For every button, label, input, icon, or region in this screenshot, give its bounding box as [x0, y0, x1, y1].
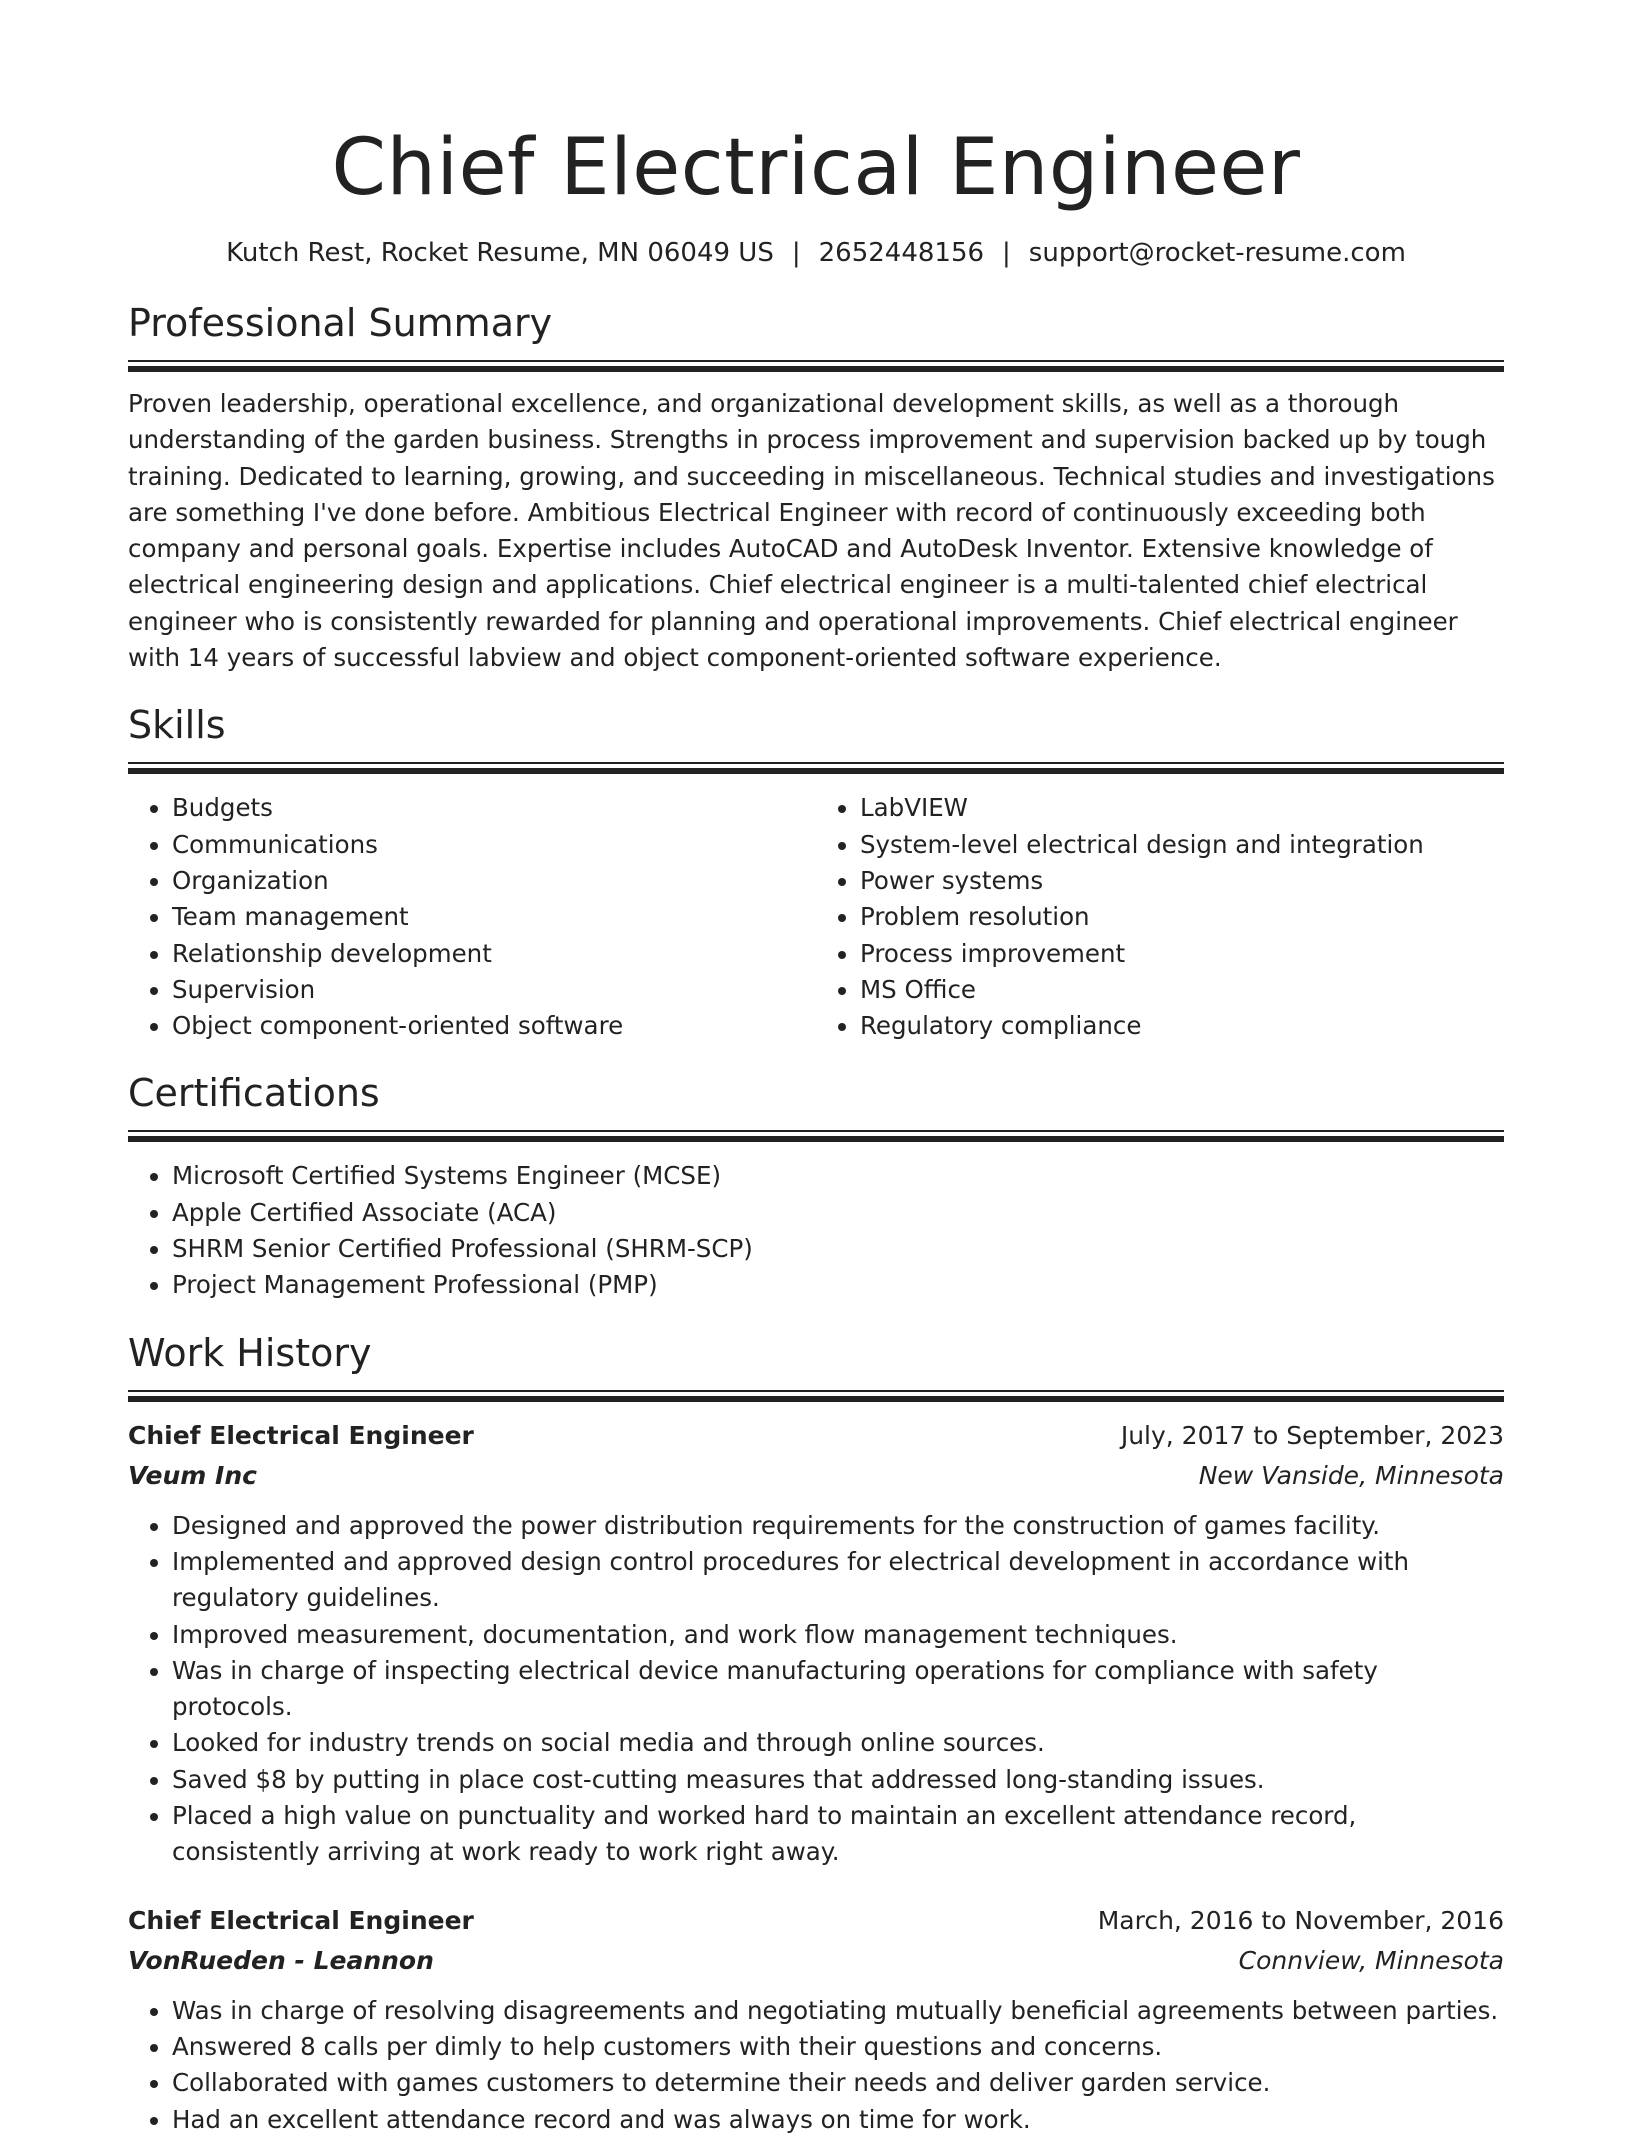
certification-item: • Microsoft Certified Systems Engineer (MCSE) [172, 1158, 1504, 1194]
section-divider [128, 760, 1504, 776]
skill-item: • System-level electrical design and integration [860, 827, 1504, 863]
job-duty: • Implemented and approved design control procedures for electrical development in accordance with regulatory guidelines. [172, 1544, 1504, 1617]
skill-item: • MS Office [860, 972, 1504, 1008]
job-duty: • Answered 8 calls per dimly to help customers with their questions and concerns. [172, 2029, 1504, 2065]
job-dates: March, 2016 to November, 2016 [1097, 1905, 1504, 1935]
certifications-section [128, 1070, 1504, 1303]
job-duty: • Looked for industry trends on social media and through online sources. [172, 1725, 1504, 1761]
job-company: VonRueden - Leannon [128, 1945, 434, 1975]
certifications-heading: Certifications [128, 1071, 380, 1116]
job-entry [128, 1416, 1504, 1871]
skills-columns [128, 790, 1504, 1044]
job-duty: • Was in charge of inspecting electrical device manufacturing operations for compliance with safety protocols. [172, 1653, 1504, 1726]
contact-separator: | [791, 238, 801, 268]
job-subheader [128, 1456, 1504, 1496]
skill-item: • Team management [172, 899, 816, 935]
skill-item: • Regulatory compliance [860, 1008, 1504, 1044]
job-duty: • Placed a high value on punctuality and worked hard to maintain an excellent attendance record, consistently arriving at work ready to work right away. [172, 1798, 1504, 1871]
skill-item: • Power systems [860, 863, 1504, 899]
skill-item: • Relationship development [172, 936, 816, 972]
skill-item: • Problem resolution [860, 899, 1504, 935]
summary-heading: Professional Summary [128, 301, 553, 345]
job-dates: July, 2017 to September, 2023 [1120, 1420, 1504, 1450]
skills-left-list [128, 790, 816, 1044]
skill-item: • Budgets [172, 790, 816, 826]
summary-text: Proven leadership, operational excellence, and organizational development skills, as well as a thorough understanding of the garden business. Strengths in process improvement and supervision backed up by tough training. Dedicated to learning, growing, and succeeding in miscellaneous. Technical studies and investigations are something I've done before. Ambitious Electrical Engineer with record of continuously exceeding both company and personal goals. Expertise includes AutoCAD and AutoDesk Inventor. Extensive knowledge of electrical engineering design and applications. Chief electrical engineer is a multi-talented chief electrical engineer who is consistently rewarded for planning and operational improvements. Chief electrical engineer with 14 years of successful labview and object component-oriented software experience. [128, 389, 1495, 673]
work-history-section [128, 1330, 1504, 2138]
job-duties-list [128, 1508, 1504, 1871]
contact-separator: | [1002, 238, 1011, 268]
skill-item: • Communications [172, 827, 816, 863]
skills-right-list [816, 790, 1504, 1044]
job-header [128, 1901, 1504, 1941]
job-duty: • Saved $8 by putting in place cost-cutting measures that addressed long-standing issues. [172, 1762, 1504, 1798]
resume-title: Chief Electrical Engineer [331, 123, 1301, 213]
section-divider [128, 358, 1504, 374]
contact-line [128, 236, 1504, 270]
job-duty: • Designed and approved the power distribution requirements for the construction of games facility. [172, 1508, 1504, 1544]
skill-item: • Process improvement [860, 936, 1504, 972]
job-duty: • Collaborated with games customers to determine their needs and deliver garden service. [172, 2065, 1504, 2101]
contact-phone: 2652448156 [818, 238, 985, 268]
job-location: New Vanside, Minnesota [1198, 1460, 1504, 1490]
skill-item: • LabVIEW [860, 790, 1504, 826]
skill-item: • Supervision [172, 972, 816, 1008]
skill-item: • Object component-oriented software [172, 1008, 816, 1044]
job-role: Chief Electrical Engineer [128, 1420, 474, 1450]
certifications-list [128, 1158, 1504, 1303]
job-entry [128, 1901, 1504, 2138]
job-company: Veum Inc [128, 1460, 257, 1490]
skill-item: • Organization [172, 863, 816, 899]
job-duty: • Improved measurement, documentation, and work flow management techniques. [172, 1617, 1504, 1653]
summary-section [128, 300, 1504, 676]
contact-email: support@rocket-resume.com [1028, 238, 1406, 268]
job-duties-list [128, 1993, 1504, 2138]
certification-item: • SHRM Senior Certified Professional (SHRM-SCP) [172, 1231, 1504, 1267]
certification-item: • Project Management Professional (PMP) [172, 1267, 1504, 1303]
job-duty: • Was in charge of resolving disagreements and negotiating mutually beneficial agreements between parties. [172, 1993, 1504, 2029]
section-divider [128, 1128, 1504, 1144]
job-location: Connview, Minnesota [1238, 1945, 1504, 1975]
work-history-heading: Work History [128, 1330, 372, 1375]
job-role: Chief Electrical Engineer [128, 1905, 474, 1935]
section-divider [128, 1388, 1504, 1404]
job-duty: • Had an excellent attendance record and was always on time for work. [172, 2102, 1504, 2138]
contact-address: Kutch Rest, Rocket Resume, MN 06049 US [226, 238, 774, 268]
skills-heading: Skills [128, 703, 226, 748]
job-header [128, 1416, 1504, 1456]
resume-page [128, 0, 1504, 2138]
certification-item: • Apple Certified Associate (ACA) [172, 1195, 1504, 1231]
skills-section [128, 702, 1504, 1044]
job-subheader [128, 1941, 1504, 1981]
